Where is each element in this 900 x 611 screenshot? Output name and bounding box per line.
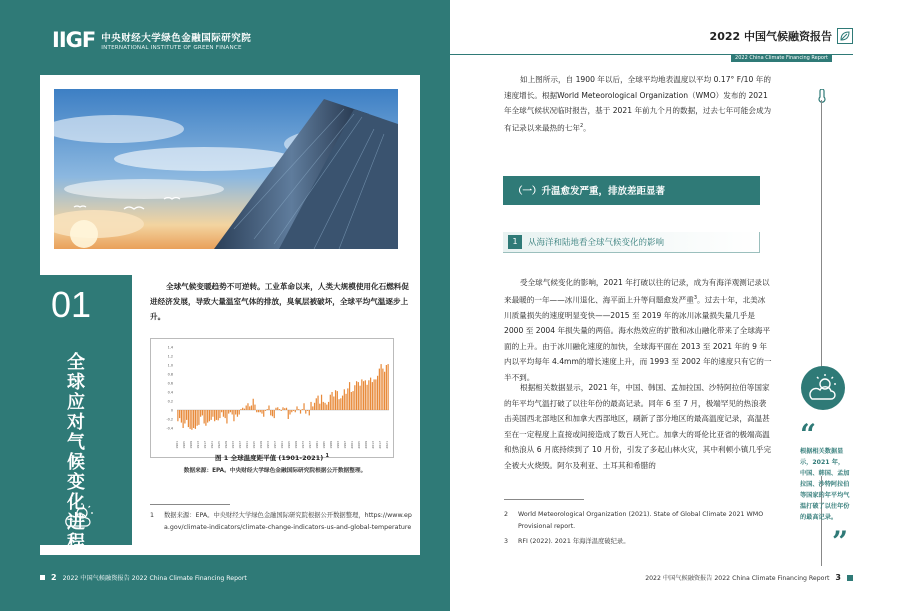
footnote-text: RFI (2022). 2021 年海洋温度破纪录。 [518,538,630,545]
skyscraper-photo [54,89,398,249]
x-tick-label: 1901 [174,441,179,449]
footnote-ref: 3 [693,294,698,301]
footer-marker-icon [847,575,853,581]
x-tick-label: 1973 [301,441,306,449]
bar-1907 [188,410,189,427]
paragraph-text: 如上图所示，自 1900 年以后，全球平均地表温度以平均 0.17° F/10 年的速度增长。根据World Meteorological Organization（WMO）发布的 2021 年全球气候状况临时报告，基于 2021 年前九个月的数据，过去七年可能会成为有记录以来最热的七年 [504,75,772,133]
bar-1999 [349,382,350,410]
section-heading: （一）升温愈发严重，排放差距显著 [503,176,760,205]
bar-1979 [314,403,315,410]
logo-mark: IIGF [52,28,96,52]
y-tick-label: -0.4 [166,426,173,431]
left-page-footer [40,573,247,582]
bar-1986 [326,405,327,410]
footnote-ref: 2 [579,122,584,129]
footnote-text: 数据来源：EPA。中央财经大学绿色金融国际研究院根据公开数据整理，https://www.epa.gov/climate-indicators/climate-change-indicators-us-and-global-temperature [164,512,412,531]
bar-1939 [244,409,245,410]
bar-2019 [384,372,385,410]
paragraph-warming-rate [504,72,772,136]
left-footer-text: 2022 中国气候融资报告 2022 China Climate Financing Report [62,575,247,582]
chapter-title: 全球应对气候变化进程 [64,352,85,552]
bar-1936 [239,410,240,415]
bar-1975 [307,410,308,411]
leaf-icon [837,28,853,48]
sun-cloud-badge [801,366,845,410]
bar-1995 [342,396,343,410]
bar-1942 [249,406,250,410]
bar-1953 [268,406,269,411]
bar-1905 [184,410,185,424]
bar-1981 [317,396,318,410]
x-tick-label: 1965 [287,441,292,449]
x-tick-label: 1905 [181,441,186,449]
bar-1913 [198,410,199,425]
bar-1908 [190,410,191,429]
x-tick-label: 1993 [336,441,341,449]
bar-1919 [209,410,210,421]
bar-1940 [246,406,247,411]
x-tick-label: 2001 [350,441,355,449]
bar-1912 [197,410,198,426]
bar-1922 [214,410,215,421]
bar-2003 [356,381,357,410]
footnote-number: 3 [504,538,509,545]
bar-1943 [251,406,252,411]
paragraph-heatwave: 根据相关数据显示，2021 年，中国、韩国、孟加拉国、沙特阿拉伯等国家的年平均气温打破了以往年份的最高记录。同年 6 至 7 月，极端罕见的热浪袭击美国西北部地区和加拿大西部地区，刷新了部分地区的最高温度记录，高温甚至在一定程度上直接或间接造成了数百人死亡。加拿大的哥伦比亚省的极端高温和热浪从 6 月底持续到了 10 月份，引发了多起山林火灾，其中利顿小镇几乎完全被大火烧毁。阿尔及利亚、土耳其和希腊的 [504,383,772,470]
bar-1917 [205,410,206,426]
bar-1941 [247,403,248,410]
x-tick-label: 2013 [371,441,376,449]
bar-2005 [359,386,360,410]
bar-1991 [335,390,336,410]
y-tick-label: 1.0 [167,363,173,368]
bar-2010 [368,380,369,410]
paragraph-text: 受全球气候变化的影响，2021 年打破以往的记录，成为有海洋观测记录以来最暖的一年——冰川退化、海平面上升等问题愈发严重 [504,278,770,305]
bar-1965 [289,410,290,415]
bar-1950 [263,410,264,417]
bar-1924 [218,410,219,420]
figure-caption-footnote-ref: 1 [325,453,329,459]
bar-1974 [305,410,306,414]
x-tick-label: 1989 [329,441,334,449]
x-tick-label: 2005 [357,441,362,449]
bar-1970 [298,409,299,410]
bar-1971 [300,410,301,414]
bar-1931 [230,410,231,412]
bar-1929 [226,410,227,424]
bar-1963 [286,408,287,410]
bar-1954 [270,410,271,415]
bar-1998 [347,388,348,410]
bar-2004 [358,382,359,410]
footnote-number: 2 [504,511,509,518]
bar-2007 [363,381,364,410]
figure-caption-text: 图 1 全球温度距平值 (1901-2021) [215,454,324,463]
y-tick-label: 0.2 [167,399,173,404]
temperature-anomaly-chart [150,338,394,458]
bar-1911 [195,410,196,429]
subsection-heading [503,232,760,253]
bar-1959 [279,409,280,410]
x-tick-label: 1937 [237,441,242,449]
bar-2012 [372,382,373,410]
bar-2015 [377,376,378,410]
bar-1902 [179,410,180,418]
x-tick-label: 1909 [188,441,193,449]
bar-2000 [351,392,352,410]
bar-2002 [354,385,355,410]
bar-1987 [328,402,329,410]
bar-1957 [275,408,276,410]
logo-text [101,30,251,51]
y-tick-label: 0.6 [167,381,173,386]
bar-2011 [370,378,371,410]
x-tick-label: 1933 [230,441,235,449]
bar-1976 [309,410,310,415]
bar-1951 [265,410,266,411]
bar-1984 [323,402,324,410]
right-footnotes [504,509,774,552]
x-tick-label: 1925 [216,441,221,449]
bar-2014 [375,379,376,410]
bar-1946 [256,410,257,412]
left-page-number: 2 [51,573,57,582]
bar-1952 [267,409,268,410]
bar-1947 [258,410,259,412]
bar-1906 [186,410,187,420]
bar-1910 [193,410,194,428]
bar-1920 [211,410,212,420]
bar-1961 [282,407,283,410]
bar-2001 [352,391,353,410]
figure-caption [150,453,394,462]
bar-1930 [228,410,229,414]
bar-1944 [253,399,254,410]
thermometer-icon [815,88,829,107]
bar-1973 [303,403,304,410]
institute-logo [52,28,251,52]
bar-2021 [388,364,389,410]
bar-1980 [316,398,317,410]
figure-source: 数据来源：EPA。中央财经大学绿色金融国际研究院根据公开数据整理。 [183,468,367,474]
bar-1962 [284,408,285,410]
x-tick-label: 2017 [378,441,383,449]
footer-marker-icon [40,575,45,580]
y-tick-label: 0.4 [167,390,173,395]
paragraph-ocean-land [504,275,772,385]
bar-1990 [333,397,334,411]
bar-1938 [242,408,243,410]
bar-1933 [233,410,234,421]
report-header-en: 2022 China Climate Financing Report [731,54,832,62]
bar-1921 [212,410,213,417]
bar-1977 [310,402,311,410]
bar-1909 [191,410,192,430]
logo-name-en: INTERNATIONAL INSTITUTE OF GREEN FINANCE [101,44,242,51]
bar-1904 [183,410,184,428]
sun-cloud-icon [62,502,96,534]
bar-1983 [321,395,322,410]
bar-1901 [177,410,178,421]
x-tick-label: 1941 [244,441,249,449]
y-tick-label: 1.2 [167,354,173,359]
x-tick-label: 2009 [364,441,369,449]
bar-1964 [288,410,289,419]
bar-1960 [281,410,282,411]
x-tick-label: 1969 [294,441,299,449]
bar-1914 [200,410,201,417]
x-tick-label: 1997 [343,441,348,449]
bar-1925 [219,410,220,418]
bar-1916 [204,410,205,424]
bar-2008 [365,380,366,410]
x-tick-label: 1977 [308,441,313,449]
subsection-number: 1 [508,235,522,249]
x-tick-label: 1981 [315,441,320,449]
bar-1992 [337,391,338,410]
bar-1967 [293,410,294,411]
bar-1988 [330,395,331,410]
bar-1915 [202,410,203,415]
paragraph-end: 。 [583,123,591,133]
bar-1935 [237,410,238,417]
bar-1945 [254,405,255,410]
footnote-text: World Meteorological Organization (2021). State of Global Climate 2021 WMO Provisional report. [518,511,764,530]
bar-2013 [373,379,374,410]
bar-1923 [216,410,217,420]
bar-2017 [381,364,382,410]
bar-1969 [296,406,297,410]
left-footnotes [150,510,412,533]
y-tick-label: -0.2 [166,417,173,422]
x-tick-label: 1953 [265,441,270,449]
x-tick-label: 1917 [202,441,207,449]
footnote-item [504,509,774,532]
bar-1927 [223,410,224,417]
bar-1972 [302,409,303,410]
right-page-number: 3 [835,573,841,582]
footnote-divider [504,499,584,500]
header-divider [450,54,853,55]
bar-1978 [312,406,313,410]
bar-1994 [340,398,341,410]
x-tick-label: 1985 [322,441,327,449]
quote-close-icon: ” [832,525,849,558]
side-rule [821,100,822,368]
bar-1926 [221,410,222,412]
bar-2020 [386,365,387,410]
bar-1956 [274,410,275,418]
bar-1968 [295,410,296,412]
chapter-intro: 全球气候变暖趋势不可逆转。工业革命以来，人类大规模使用化石燃料促进经济发展，导致大量温室气体的排放，臭氧层被破坏，全球平均气温逐步上升。 [150,282,409,321]
bar-1997 [345,394,346,410]
quote-open-icon: “ [800,418,817,451]
bar-1989 [331,392,332,410]
bar-1985 [324,403,325,410]
report-header [710,28,832,63]
pull-quote: 根据相关数据显示，2021 年，中国、韩国、孟加拉国、沙特阿拉伯等国家的年平均气温打破了以往年份的最高记录。 [800,448,850,521]
bar-1993 [338,399,339,410]
bar-1934 [235,410,236,415]
y-tick-label: 1.4 [167,345,173,350]
bar-1928 [225,410,226,418]
footnote-number: 1 [150,512,155,519]
bar-1948 [260,410,261,412]
x-tick-label: 1945 [251,441,256,449]
bar-1958 [277,407,278,410]
bar-1966 [291,410,292,412]
paragraph-end: 。过去十年，北美冰川质量损失的速度明显变快——2015 至 2019 年的冰川冰量损失量几乎是 2000 至 2004 年损失量的两倍。海水热效应的扩散和冰山融化带来了全球海平面的上升。由于冰川融化速度的加快，全球海平面在 2013 至 2021 年的 9 年内以平均每年 4.4mm的增长速度上升，而 1993 至 2002 年的速度只有它的一半不到。 [504,295,772,382]
bar-1932 [232,410,233,415]
bar-1955 [272,410,273,416]
right-footer-text: 2022 中国气候融资报告 2022 China Climate Financing Report [645,575,830,582]
subsection-title: 从海洋和陆地看全球气候变化的影响 [528,238,665,248]
y-tick-label: 0 [170,408,173,413]
bar-1937 [240,409,241,410]
footnote-item [504,536,774,548]
x-tick-label: 1949 [258,441,263,449]
y-tick-label: 0.8 [167,372,173,377]
bar-1903 [181,410,182,423]
x-tick-label: 2021 [385,441,390,449]
bar-2009 [366,385,367,410]
x-tick-label: 1957 [272,441,277,449]
report-header-cn: 2022 中国气候融资报告 [709,30,832,43]
chapter-number: 01 [51,284,92,325]
bar-1996 [344,389,345,410]
bar-1949 [261,410,262,414]
footnote-divider [150,504,230,505]
logo-name-cn: 中央财经大学绿色金融国际研究院 [101,32,252,44]
bar-2016 [379,369,380,410]
bar-1918 [207,410,208,423]
bar-1982 [319,404,320,410]
x-tick-label: 1929 [223,441,228,449]
x-tick-label: 1961 [280,441,284,449]
x-tick-label: 1913 [195,441,200,449]
right-page-footer [645,573,853,582]
footnote-item [150,510,412,533]
bar-2006 [361,379,362,410]
x-tick-label: 1921 [209,441,214,449]
bar-2018 [382,369,383,410]
